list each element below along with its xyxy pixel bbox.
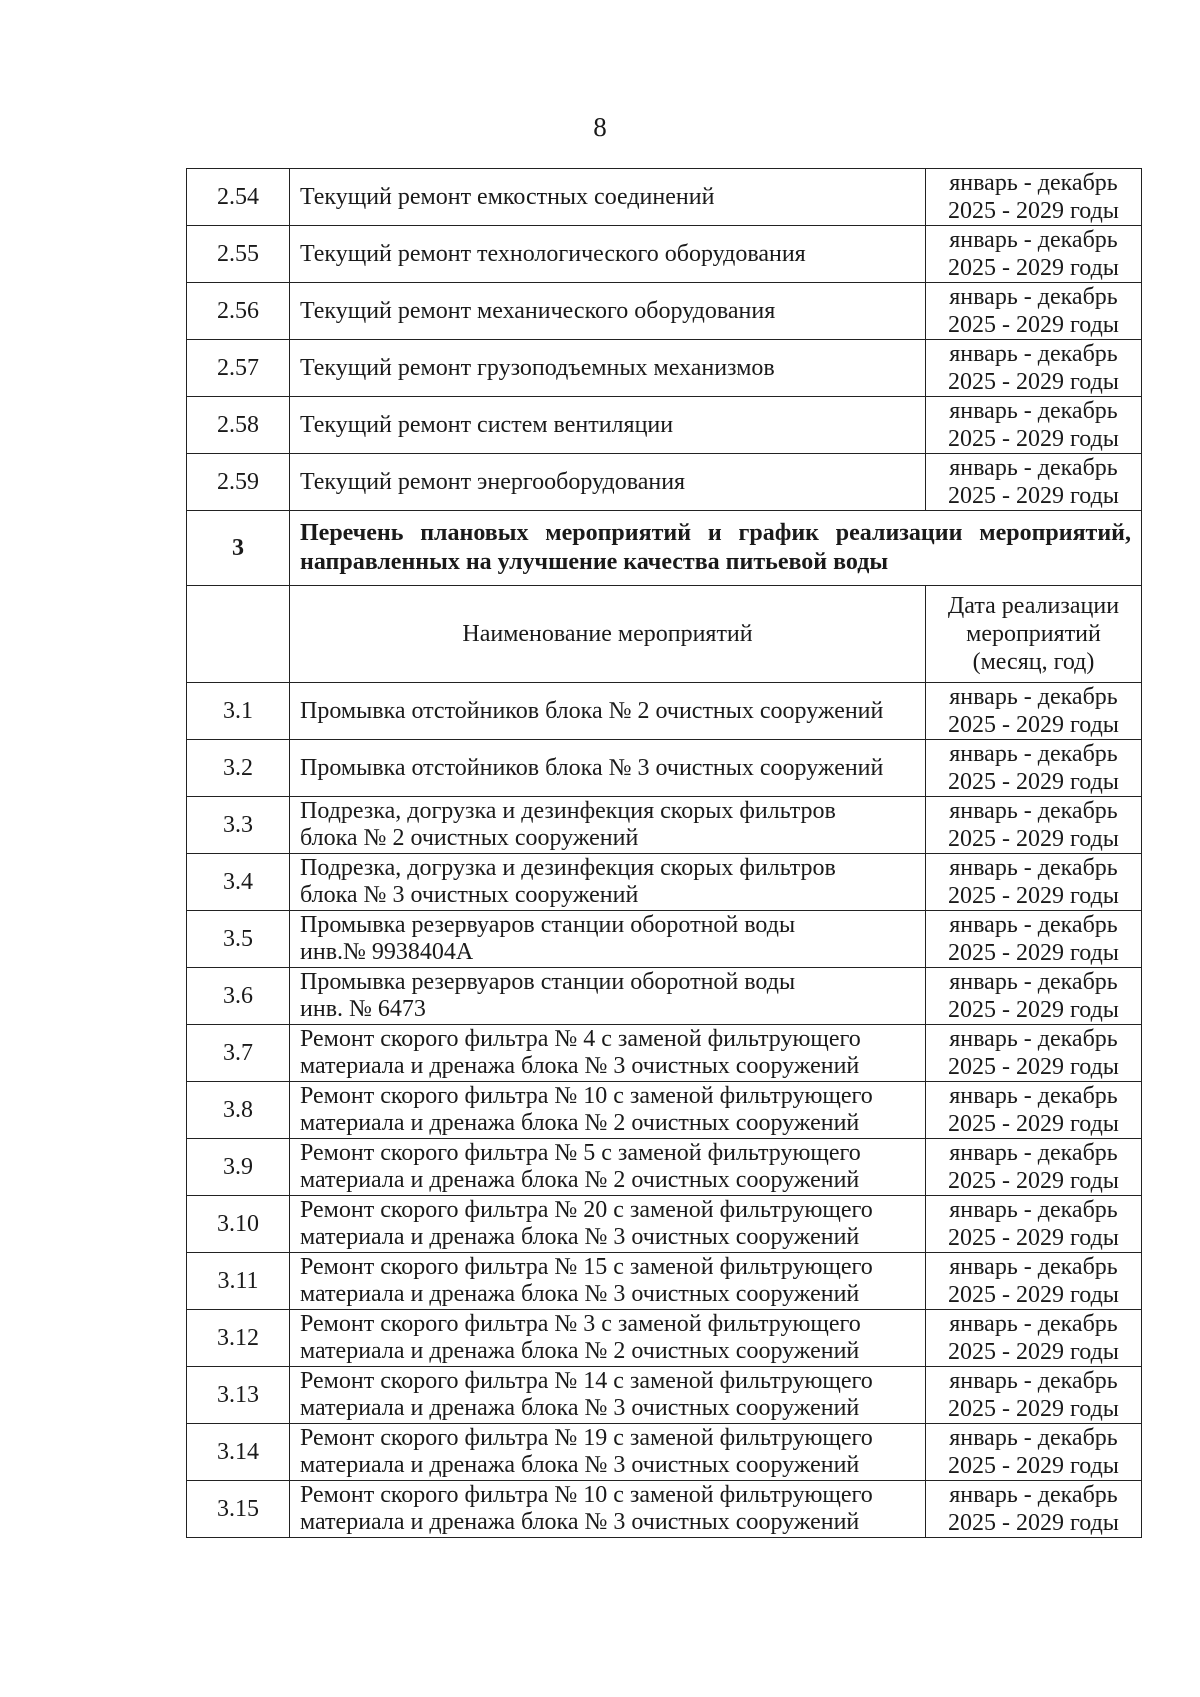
table-row <box>187 683 1142 740</box>
date-months: январь - декабрь <box>949 1311 1118 1337</box>
date-months: январь - декабрь <box>949 1482 1118 1508</box>
table-row <box>187 454 1142 511</box>
table-body-top <box>187 169 1142 511</box>
date-years: 2025 - 2029 годы <box>948 1453 1119 1479</box>
row-name-line: Ремонт скорого фильтра № 15 с заменой фильтрующего <box>300 1254 873 1280</box>
date-years: 2025 - 2029 годы <box>948 1054 1119 1080</box>
row-name <box>290 1082 926 1139</box>
date-years: 2025 - 2029 годы <box>948 1510 1119 1536</box>
row-number: 2.56 <box>187 283 290 340</box>
row-name-line: Ремонт скорого фильтра № 4 с заменой фильтрующего <box>300 1026 861 1052</box>
row-number: 3.9 <box>187 1139 290 1196</box>
row-name-line: Промывка резервуаров станции оборотной воды <box>300 912 796 938</box>
row-name-line: Промывка отстойников блока № 2 очистных сооружений <box>300 697 884 724</box>
row-number: 2.59 <box>187 454 290 511</box>
date-months: январь - декабрь <box>949 1368 1118 1394</box>
row-name <box>290 1253 926 1310</box>
row-date <box>926 340 1142 397</box>
date-years: 2025 - 2029 годы <box>948 1282 1119 1308</box>
table-row <box>187 1424 1142 1481</box>
row-date <box>926 968 1142 1025</box>
date-months: январь - декабрь <box>949 741 1118 767</box>
row-name-line: материала и дренажа блока № 2 очистных сооружений <box>300 1338 860 1364</box>
table-row <box>187 1481 1142 1538</box>
date-months: январь - декабрь <box>949 1254 1118 1280</box>
table-row <box>187 169 1142 226</box>
row-number: 3.3 <box>187 797 290 854</box>
date-years: 2025 - 2029 годы <box>948 1168 1119 1194</box>
row-name: Текущий ремонт грузоподъемных механизмов <box>290 340 926 397</box>
section-row <box>187 511 1142 586</box>
date-months: январь - декабрь <box>949 1083 1118 1109</box>
row-name-line: Ремонт скорого фильтра № 10 с заменой фильтрующего <box>300 1482 873 1508</box>
row-number: 2.58 <box>187 397 290 454</box>
date-years: 2025 - 2029 годы <box>948 1339 1119 1365</box>
row-name-line: Подрезка, догрузка и дезинфекция скорых фильтров <box>300 798 836 824</box>
row-number: 3.6 <box>187 968 290 1025</box>
header-date-line: Дата реализации <box>947 593 1120 619</box>
date-months: январь - декабрь <box>949 1140 1118 1166</box>
row-name <box>290 1367 926 1424</box>
row-name <box>290 968 926 1025</box>
section-block <box>187 511 1142 683</box>
date-years: 2025 - 2029 годы <box>948 483 1119 509</box>
row-name: Текущий ремонт технологического оборудования <box>290 226 926 283</box>
row-number: 3.5 <box>187 911 290 968</box>
date-years: 2025 - 2029 годы <box>948 369 1119 395</box>
row-number: 3.15 <box>187 1481 290 1538</box>
row-name-line: инв. № 6473 <box>300 996 426 1022</box>
table-row <box>187 1025 1142 1082</box>
table-row <box>187 1196 1142 1253</box>
row-name-line: Промывка резервуаров станции оборотной воды <box>300 969 796 995</box>
date-years: 2025 - 2029 годы <box>948 883 1119 909</box>
row-name: Текущий ремонт механического оборудования <box>290 283 926 340</box>
header-date-cell <box>926 586 1142 683</box>
plan-table <box>186 168 1142 1538</box>
date-months: январь - декабрь <box>949 341 1118 367</box>
row-name-line: Ремонт скорого фильтра № 19 с заменой фильтрующего <box>300 1425 873 1451</box>
row-name <box>290 854 926 911</box>
row-date <box>926 1310 1142 1367</box>
date-months: январь - декабрь <box>949 284 1118 310</box>
date-months: январь - декабрь <box>949 1425 1118 1451</box>
date-months: январь - декабрь <box>949 398 1118 424</box>
row-date <box>926 169 1142 226</box>
date-years: 2025 - 2029 годы <box>948 940 1119 966</box>
date-years: 2025 - 2029 годы <box>948 826 1119 852</box>
date-years: 2025 - 2029 годы <box>948 997 1119 1023</box>
row-name-line: материала и дренажа блока № 3 очистных сооружений <box>300 1224 860 1250</box>
table-row <box>187 854 1142 911</box>
row-name <box>290 797 926 854</box>
row-name-line: Подрезка, догрузка и дезинфекция скорых фильтров <box>300 855 836 881</box>
date-months: январь - декабрь <box>949 455 1118 481</box>
section-title: Перечень плановых мероприятий и график реализации мероприятий, направленных на улучшение качества питьевой воды <box>290 511 1142 586</box>
date-months: январь - декабрь <box>949 1197 1118 1223</box>
row-name <box>290 1025 926 1082</box>
date-months: январь - декабрь <box>949 684 1118 710</box>
row-number: 3.2 <box>187 740 290 797</box>
row-number: 3.13 <box>187 1367 290 1424</box>
row-date <box>926 397 1142 454</box>
row-number: 3.14 <box>187 1424 290 1481</box>
row-number: 3.10 <box>187 1196 290 1253</box>
table-row <box>187 1139 1142 1196</box>
row-name-line: материала и дренажа блока № 3 очистных сооружений <box>300 1509 860 1535</box>
table-row <box>187 226 1142 283</box>
header-number-cell <box>187 586 290 683</box>
header-date-line: (месяц, год) <box>972 649 1095 675</box>
table-body-section <box>187 683 1142 1538</box>
table-row <box>187 968 1142 1025</box>
header-date-line: мероприятий <box>966 621 1101 647</box>
date-months: январь - декабрь <box>949 969 1118 995</box>
row-date <box>926 1082 1142 1139</box>
row-date <box>926 1367 1142 1424</box>
date-months: январь - декабрь <box>949 912 1118 938</box>
row-name-line: материала и дренажа блока № 2 очистных сооружений <box>300 1167 860 1193</box>
row-number: 3.12 <box>187 1310 290 1367</box>
row-date <box>926 1424 1142 1481</box>
row-name <box>290 740 926 797</box>
date-months: январь - декабрь <box>949 227 1118 253</box>
row-name: Текущий ремонт емкостных соединений <box>290 169 926 226</box>
table-row <box>187 397 1142 454</box>
row-name-line: Ремонт скорого фильтра № 14 с заменой фильтрующего <box>300 1368 873 1394</box>
row-name-line: Промывка отстойников блока № 3 очистных сооружений <box>300 754 884 781</box>
row-name-line: материала и дренажа блока № 3 очистных сооружений <box>300 1053 860 1079</box>
row-date <box>926 283 1142 340</box>
table-row <box>187 1367 1142 1424</box>
row-name-line: материала и дренажа блока № 3 очистных сооружений <box>300 1395 860 1421</box>
row-date <box>926 1139 1142 1196</box>
row-date <box>926 1196 1142 1253</box>
table-row <box>187 283 1142 340</box>
row-name: Текущий ремонт энергооборудования <box>290 454 926 511</box>
row-name-line: блока № 3 очистных сооружений <box>300 882 639 908</box>
table-row <box>187 340 1142 397</box>
row-name-line: инв.№ 9938404А <box>300 939 474 965</box>
row-name: Текущий ремонт систем вентиляции <box>290 397 926 454</box>
row-name-line: материала и дренажа блока № 3 очистных сооружений <box>300 1281 860 1307</box>
table-row <box>187 1253 1142 1310</box>
row-date <box>926 683 1142 740</box>
table-row <box>187 1082 1142 1139</box>
date-years: 2025 - 2029 годы <box>948 1225 1119 1251</box>
row-date <box>926 1481 1142 1538</box>
row-date <box>926 854 1142 911</box>
row-number: 3.11 <box>187 1253 290 1310</box>
row-date <box>926 454 1142 511</box>
table-row <box>187 1310 1142 1367</box>
date-years: 2025 - 2029 годы <box>948 426 1119 452</box>
page-number: 8 <box>593 112 607 142</box>
row-name <box>290 1481 926 1538</box>
row-date <box>926 740 1142 797</box>
section-number: 3 <box>187 511 290 586</box>
row-number: 3.4 <box>187 854 290 911</box>
row-name-line: Ремонт скорого фильтра № 3 с заменой фильтрующего <box>300 1311 861 1337</box>
date-years: 2025 - 2029 годы <box>948 198 1119 224</box>
date-years: 2025 - 2029 годы <box>948 769 1119 795</box>
row-name <box>290 1196 926 1253</box>
row-date <box>926 911 1142 968</box>
row-date <box>926 797 1142 854</box>
row-date <box>926 1253 1142 1310</box>
row-name <box>290 1139 926 1196</box>
date-years: 2025 - 2029 годы <box>948 1396 1119 1422</box>
date-years: 2025 - 2029 годы <box>948 255 1119 281</box>
row-name <box>290 1424 926 1481</box>
row-number: 2.54 <box>187 169 290 226</box>
date-months: январь - декабрь <box>949 1026 1118 1052</box>
row-name-line: материала и дренажа блока № 2 очистных сооружений <box>300 1110 860 1136</box>
row-name-line: Ремонт скорого фильтра № 5 с заменой фильтрующего <box>300 1140 861 1166</box>
date-months: январь - декабрь <box>949 798 1118 824</box>
row-name-line: Ремонт скорого фильтра № 20 с заменой фильтрующего <box>300 1197 873 1223</box>
header-name-cell: Наименование мероприятий <box>290 586 926 683</box>
table-row <box>187 740 1142 797</box>
row-name <box>290 683 926 740</box>
date-years: 2025 - 2029 годы <box>948 312 1119 338</box>
row-name-line: Ремонт скорого фильтра № 10 с заменой фильтрующего <box>300 1083 873 1109</box>
row-number: 3.1 <box>187 683 290 740</box>
date-years: 2025 - 2029 годы <box>948 1111 1119 1137</box>
date-months: январь - декабрь <box>949 855 1118 881</box>
row-date <box>926 226 1142 283</box>
row-name <box>290 1310 926 1367</box>
row-name <box>290 911 926 968</box>
table-row <box>187 911 1142 968</box>
row-number: 3.8 <box>187 1082 290 1139</box>
row-date <box>926 1025 1142 1082</box>
row-number: 2.57 <box>187 340 290 397</box>
row-number: 2.55 <box>187 226 290 283</box>
row-number: 3.7 <box>187 1025 290 1082</box>
date-months: январь - декабрь <box>949 170 1118 196</box>
row-name-line: блока № 2 очистных сооружений <box>300 825 639 851</box>
column-header-row <box>187 586 1142 683</box>
row-name-line: материала и дренажа блока № 3 очистных сооружений <box>300 1452 860 1478</box>
table-row <box>187 797 1142 854</box>
date-years: 2025 - 2029 годы <box>948 712 1119 738</box>
